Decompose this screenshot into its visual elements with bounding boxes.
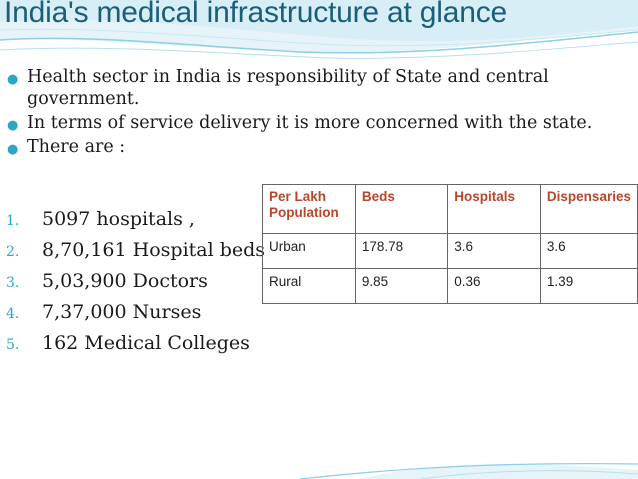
bullet-text: Health sector in India is responsibility of State and central government. xyxy=(27,67,549,109)
numbered-item xyxy=(6,235,265,266)
table-cell: 0.36 xyxy=(448,269,541,304)
numbered-item xyxy=(6,204,265,235)
bullet-list xyxy=(6,66,616,160)
bullet-icon: ● xyxy=(7,118,19,133)
table-cell: Rural xyxy=(263,269,356,304)
table-cell: 178.78 xyxy=(355,234,447,269)
table-row xyxy=(263,234,638,269)
per-lakh-table xyxy=(262,184,638,304)
bullet-text: In terms of service delivery it is more concerned with the state. xyxy=(27,113,593,133)
item-text: 5097 hospitals , xyxy=(42,208,195,230)
table-header: Dispensaries xyxy=(540,185,637,234)
table-header-row xyxy=(263,185,638,234)
numbered-list xyxy=(6,204,265,359)
slide-title: India's medical infrastructure at glance xyxy=(4,0,507,29)
table-header: Beds xyxy=(355,185,447,234)
item-text: 162 Medical Colleges xyxy=(42,332,250,354)
table-cell: Urban xyxy=(263,234,356,269)
item-text: 7,37,000 Nurses xyxy=(42,301,202,323)
bullet-item xyxy=(6,112,616,134)
table-cell: 3.6 xyxy=(448,234,541,269)
table-header: Per Lakh Population xyxy=(263,185,356,234)
table-row xyxy=(263,269,638,304)
item-number: 3. xyxy=(6,275,20,291)
table-cell: 1.39 xyxy=(540,269,637,304)
table-cell: 9.85 xyxy=(355,269,447,304)
item-number: 2. xyxy=(6,244,20,260)
table-header: Hospitals xyxy=(448,185,541,234)
item-number: 4. xyxy=(6,306,20,322)
bullet-icon: ● xyxy=(7,72,19,87)
bullet-item xyxy=(6,66,616,110)
bullet-item xyxy=(6,136,616,158)
item-number: 5. xyxy=(6,337,20,353)
item-number: 1. xyxy=(6,213,20,229)
bullet-icon: ● xyxy=(7,142,19,157)
item-text: 8,70,161 Hospital beds xyxy=(42,239,266,261)
numbered-item xyxy=(6,266,265,297)
item-text: 5,03,900 Doctors xyxy=(42,270,208,292)
bullet-text: There are : xyxy=(27,137,126,157)
numbered-item xyxy=(6,297,265,328)
table-cell: 3.6 xyxy=(540,234,637,269)
numbered-item xyxy=(6,328,265,359)
